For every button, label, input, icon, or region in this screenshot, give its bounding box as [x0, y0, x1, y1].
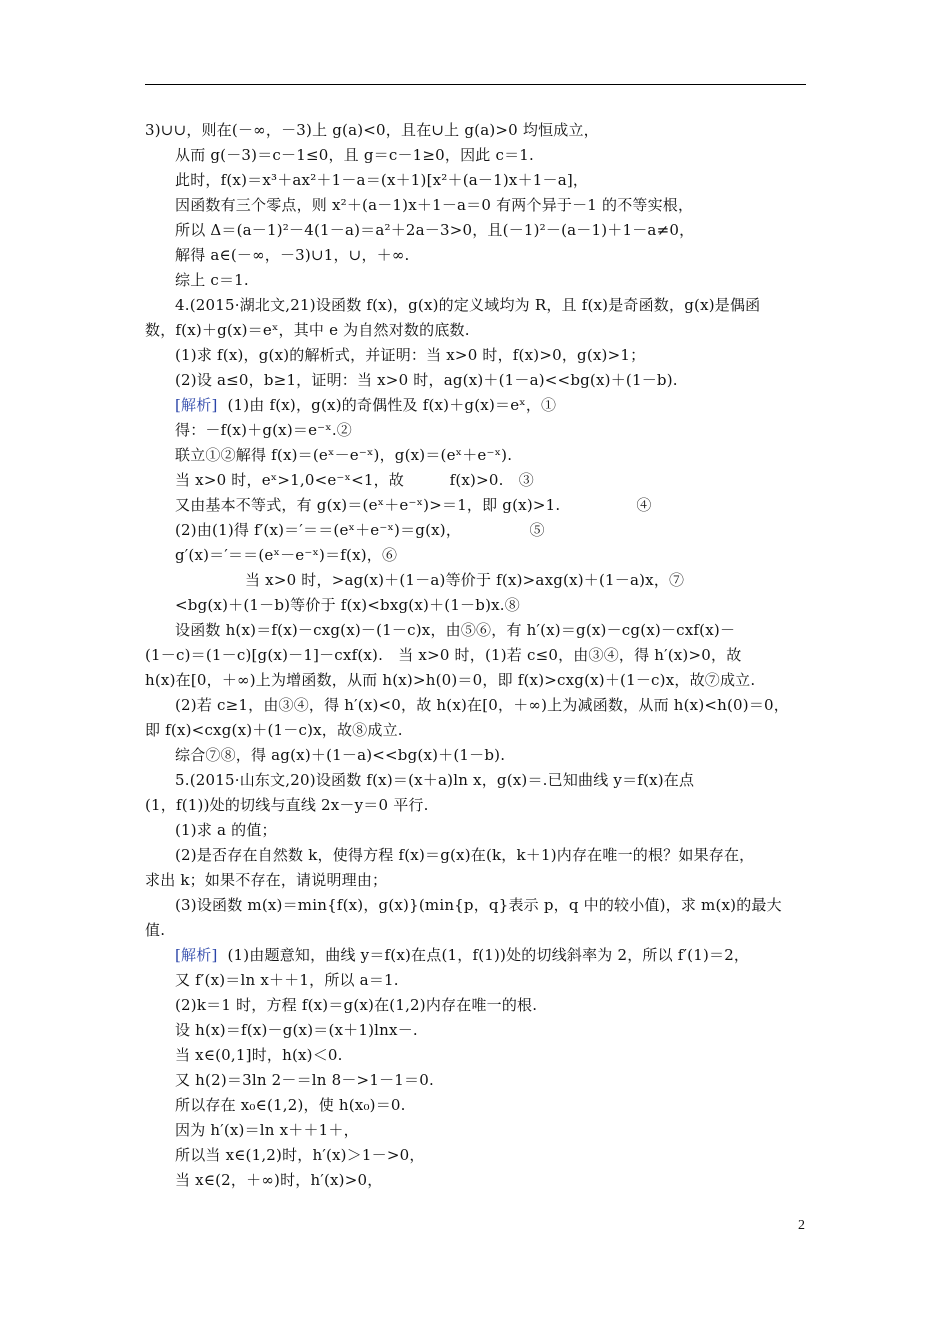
analysis-tag: [解析]	[175, 396, 218, 414]
text-line: 所以当 x∈(1,2)时，h′(x)＞1－>0，	[175, 1146, 425, 1164]
page-number: 2	[798, 1218, 805, 1233]
text-line: (1－c)＝(1－c)[g(x)－1]－cxf(x). 当 x>0 时，(1)若 c≤0，由③④，得 h′(x)>0，故	[145, 646, 742, 664]
text-line: (2)设 a≤0，b≥1，证明：当 x>0 时，ag(x)＋(1－a)<<bg(x)＋(1－b).	[175, 371, 678, 389]
text-line: (2)k＝1 时，方程 f(x)＝g(x)在(1,2)内存在唯一的根.	[175, 996, 538, 1014]
text-line: 当 x>0 时，eˣ>1,0<e⁻ˣ<1，故 f(x)>0. ③	[175, 471, 534, 489]
text-line: 当 x∈(0,1]时，h(x)＜0.	[175, 1046, 343, 1064]
text-line: 所以存在 x₀∈(1,2)，使 h(x₀)＝0.	[175, 1096, 406, 1114]
problem-heading: 4.(2015·湖北文,21)设函数 f(x)，g(x)的定义域均为 R，且 f(x)是奇函数，g(x)是偶函	[175, 296, 761, 314]
text-line: (2)是否存在自然数 k，使得方程 f(x)＝g(x)在(k，k＋1)内存在唯一的根？如果存在，	[175, 846, 755, 864]
text-line: 解得 a∈(－∞，－3)∪1，∪，＋∞.	[175, 246, 410, 264]
text-line: 又 f′(x)＝ln x＋＋1，所以 a＝1.	[175, 971, 399, 989]
text-line: 当 x∈(2，＋∞)时，h′(x)>0，	[175, 1171, 383, 1189]
text-line: 3)∪∪，则在(－∞，－3)上 g(a)<0，且在∪上 g(a)>0 均恒成立，	[145, 121, 599, 139]
text-line: 求出 k；如果不存在，请说明理由；	[145, 871, 388, 889]
text-line: 当 x>0 时，>ag(x)＋(1－a)等价于 f(x)>axg(x)＋(1－a)x，⑦	[245, 571, 685, 589]
text-line: 即 f(x)<cxg(x)＋(1－c)x，故⑧成立.	[145, 721, 403, 739]
page-content	[145, 118, 806, 1193]
analysis-line	[145, 943, 806, 968]
text-line: 值.	[145, 921, 166, 939]
text-line: h(x)在[0，＋∞)上为增函数，从而 h(x)>h(0)＝0，即 f(x)>cxg(x)＋(1－c)x，故⑦成立.	[145, 671, 756, 689]
text-line: 联立①②解得 f(x)＝(eˣ－e⁻ˣ)，g(x)＝(eˣ＋e⁻ˣ).	[175, 446, 513, 464]
text-line: 数，f(x)＋g(x)＝eˣ，其中 e 为自然对数的底数.	[145, 321, 470, 339]
text-line: 所以 Δ＝(a－1)²－4(1－a)＝a²＋2a－3>0，且(－1)²－(a－1)＋1－a≠0，	[175, 221, 695, 239]
text-line: (1)求 f(x)，g(x)的解析式，并证明：当 x>0 时，f(x)>0，g(x)>1；	[175, 346, 646, 364]
text-line: (1)由题意知，曲线 y＝f(x)在点(1，f(1))处的切线斜率为 2，所以 f′(1)＝2，	[227, 946, 750, 964]
text-line: g′(x)＝′＝＝(eˣ－e⁻ˣ)＝f(x)，⑥	[175, 546, 398, 564]
text-line: 因为 h′(x)＝ln x＋＋1＋，	[175, 1121, 359, 1139]
analysis-line	[145, 393, 806, 418]
text-line: 设函数 h(x)＝f(x)－cxg(x)－(1－c)x，由⑤⑥，有 h′(x)＝g(x)－cg(x)－cxf(x)－	[175, 621, 736, 639]
header-rule	[145, 84, 806, 85]
text-line: 设 h(x)＝f(x)－g(x)＝(x＋1)lnx－.	[175, 1021, 418, 1039]
text-line: 因函数有三个零点，则 x²＋(a－1)x＋1－a＝0 有两个异于－1 的不等实根，	[175, 196, 694, 214]
text-line: 此时，f(x)＝x³＋ax²＋1－a＝(x＋1)[x²＋(a－1)x＋1－a]，	[175, 171, 589, 189]
text-line: 综合⑦⑧，得 ag(x)＋(1－a)<<bg(x)＋(1－b).	[175, 746, 506, 764]
text-line: (3)设函数 m(x)＝min{f(x)，g(x)}(min{p，q}表示 p，q 中的较小值)，求 m(x)的最大	[175, 896, 782, 914]
text-line: 从而 g(－3)＝c－1≤0，且 g＝c－1≥0，因此 c＝1.	[175, 146, 534, 164]
text-line: (2)若 c≥1，由③④，得 h′(x)<0，故 h(x)在[0，＋∞)上为减函数，从而 h(x)<h(0)＝0，	[175, 696, 789, 714]
text-line: (1，f(1))处的切线与直线 2x－y＝0 平行.	[145, 796, 429, 814]
text-line: 得：－f(x)＋g(x)＝e⁻ˣ.②	[175, 421, 353, 439]
text-line: (2)由(1)得 f′(x)＝′＝＝(eˣ＋e⁻ˣ)＝g(x)， ⑤	[175, 521, 545, 539]
text-line: <bg(x)＋(1－b)等价于 f(x)<bxg(x)＋(1－b)x.⑧	[175, 596, 520, 614]
text-line: 综上 c＝1.	[175, 271, 249, 289]
text-line: (1)由 f(x)，g(x)的奇偶性及 f(x)＋g(x)＝eˣ，①	[227, 396, 557, 414]
text-line: 又由基本不等式，有 g(x)＝(eˣ＋e⁻ˣ)>＝1，即 g(x)>1. ④	[175, 496, 652, 514]
problem-heading: 5.(2015·山东文,20)设函数 f(x)＝(x＋a)ln x，g(x)＝.已知曲线 y＝f(x)在点	[175, 771, 695, 789]
text-line: 又 h(2)＝3ln 2－＝ln 8－>1－1＝0.	[175, 1071, 434, 1089]
text-line: (1)求 a 的值；	[175, 821, 277, 839]
analysis-tag: [解析]	[175, 946, 218, 964]
